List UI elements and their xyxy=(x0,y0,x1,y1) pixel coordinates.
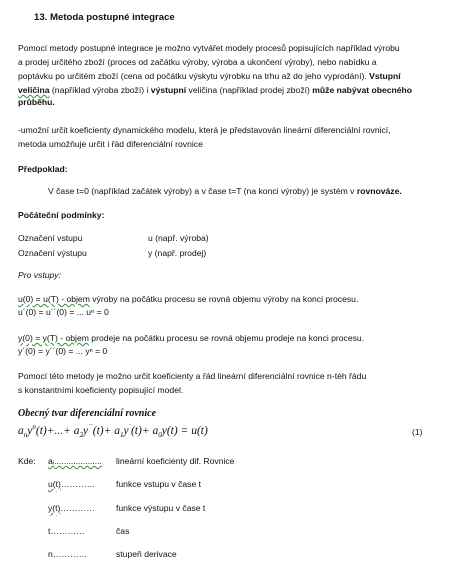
equation-number: (1) xyxy=(412,427,423,437)
input-derivative-eq: u´(0) = u´´(0) = ... uⁿ = 0 xyxy=(18,307,109,317)
legend-where-label: Kde: xyxy=(18,456,36,466)
legend-symbol-n: n………… xyxy=(48,549,88,559)
capability-line-2: metoda umožňuje určit i řád diferenciální rovnice xyxy=(18,139,203,149)
condition-value-output: y (např. prodej) xyxy=(148,248,207,258)
condition-label-output: Označení výstupu xyxy=(18,248,87,258)
legend-symbol-y: y(t)………… xyxy=(48,503,95,513)
legend-symbol-t: t………… xyxy=(48,526,85,536)
assumption-text: V čase t=0 (například začátek výroby) a v čase t=T (na konci výroby) je systém v rovnováze. xyxy=(48,186,402,196)
legend-desc-u: funkce vstupu v čase t xyxy=(116,479,202,489)
method-line-2: s konstantními koeficienty popisující model. xyxy=(18,385,184,395)
intro-line-5: průběhu. xyxy=(18,97,55,107)
differential-equation: $a_ny^n(t)+...+ a_2y^{´´}(t)+ a_1y^´(t)+ a_0y(t) = u(t)$ xyxy=(18,423,208,440)
condition-value-input: u (např. výroba) xyxy=(148,233,209,243)
assumption-heading: Předpoklad: xyxy=(18,164,68,174)
input-rule: u(0) = u(T) - objem výroby na počátku procesu se rovná objemu výroby na konci procesu. xyxy=(18,294,359,304)
capability-line-1: -umožní určit koeficienty dynamického modelu, která je představován lineární diferenciální rovnicí, xyxy=(18,125,391,135)
equation-heading: Obecný tvar diferenciální rovnice xyxy=(18,408,157,419)
method-line-1: Pomocí této metody je možno určit koeficienty a řád lineární diferenciální rovnice n-téh řádu xyxy=(18,371,367,381)
intro-line-2: a prodej určitého zboží (proces od začátku výroby, výroba a ukončení výroby), nebo nabídku a xyxy=(18,57,377,67)
for-inputs-label: Pro vstupy: xyxy=(18,270,61,280)
initial-conditions-heading: Počáteční podmínky: xyxy=(18,210,105,220)
page-title: 13. Metoda postupné integrace xyxy=(34,12,175,23)
legend-desc-t: čas xyxy=(116,526,130,536)
legend-symbol-a: aᵢ.................... xyxy=(48,456,102,466)
legend-desc-a: lineární koeficienty dif. Rovnice xyxy=(116,456,235,466)
condition-label-input: Označení vstupu xyxy=(18,233,83,243)
output-rule: y(0) = y(T) - objem prodeje na počátku procesu se rovná objemu prodeje na konci procesu. xyxy=(18,333,365,343)
legend-symbol-u: u(t)………… xyxy=(48,479,96,489)
legend-desc-y: funkce výstupu v čase t xyxy=(116,503,206,513)
intro-line-1: Pomocí metody postupné integrace je možno vytvářet modely procesů popisujících například výrobu xyxy=(18,43,400,53)
intro-line-3: poptávku po určitém zboží (cena od počátku výskytu výrobku na trhu až do jeho vyprodání). Vstupní xyxy=(18,71,401,81)
intro-line-4: veličina (například výroba zboží) i výstupní veličina (například prodej zboží) může nabývat obecného xyxy=(18,85,413,95)
output-derivative-eq: y´(0) = y´´(0) = ... yⁿ = 0 xyxy=(18,346,108,356)
legend-desc-n: stupeň derivace xyxy=(116,549,177,559)
